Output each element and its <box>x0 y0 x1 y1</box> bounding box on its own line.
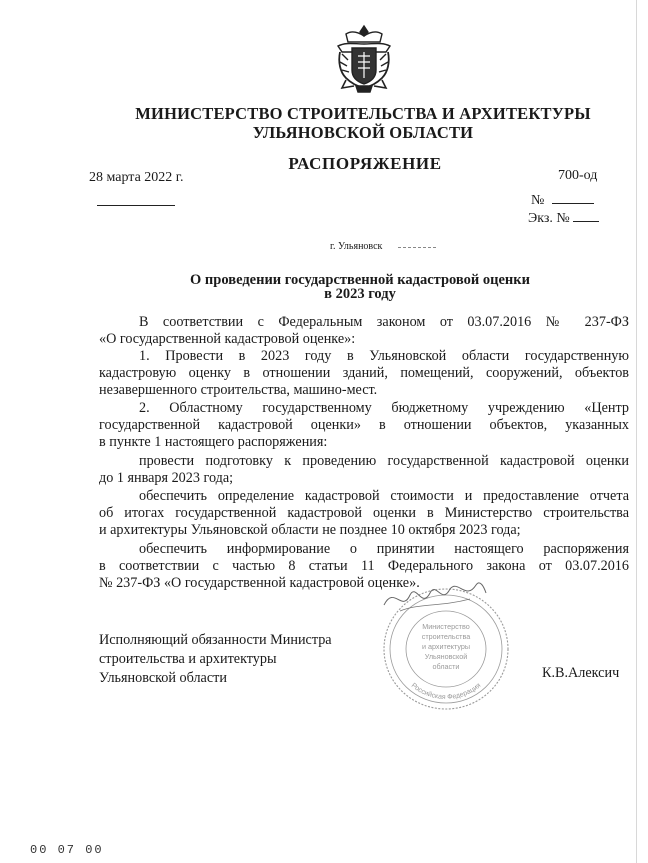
stamp-inner-line3: и архитектуры <box>421 642 471 651</box>
coat-of-arms-emblem <box>330 22 398 94</box>
body-line: «О государственной кадастровой оценке»: <box>99 331 356 347</box>
signatory-title-line2: строительства и архитектуры <box>99 651 277 667</box>
city-dash-line <box>398 247 436 248</box>
subject-line1: О проведении государственной кадастровой оценки <box>190 272 530 288</box>
body-line: в пункте 1 настоящего распоряжения: <box>99 434 328 450</box>
body-line: провести подготовку к проведению государственной кадастровой оценки <box>139 453 629 469</box>
stamp-inner-line1: Министерство <box>422 622 470 631</box>
stamp-inner-line2: строительства <box>421 632 471 641</box>
body-line: государственной кадастровой оценки» в отношении объектов, указанных <box>99 417 629 433</box>
body-line: незавершенного строительства, машино-мест. <box>99 382 378 398</box>
registration-number-blank <box>552 191 594 204</box>
document-number: 700-од <box>558 168 598 183</box>
signatory-title <box>99 631 332 688</box>
body-line: кадастровую оценку в отношении зданий, помещений, сооружений, объектов <box>99 365 629 381</box>
copy-number-label: Экз. № <box>528 211 570 226</box>
body-line: 2. Областному государственному бюджетному учреждению «Центр <box>139 400 629 416</box>
body-line: В соответствии с Федеральным законом от 03.07.2016 № 237-ФЗ <box>139 314 629 330</box>
body-line: до 1 января 2023 года; <box>99 470 234 486</box>
stamp-inner-line5: области <box>432 662 460 671</box>
handwritten-signature <box>380 575 490 625</box>
body-line: и архитектуры Ульяновской области не позднее 10 октября 2023 года; <box>99 522 521 538</box>
document-title: РАСПОРЯЖЕНИЕ <box>288 154 442 173</box>
city: г. Ульяновск <box>330 241 383 252</box>
ministry-name-line1: МИНИСТЕРСТВО СТРОИТЕЛЬСТВА И АРХИТЕКТУРЫ <box>135 104 591 123</box>
footer-code: 00 07 00 <box>30 843 104 857</box>
copy-number-field <box>528 209 599 227</box>
subject-line2: в 2023 году <box>324 286 396 302</box>
body-line: 1. Провести в 2023 году в Ульяновской области государственную <box>139 348 629 364</box>
body-line: обеспечить информирование о принятии настоящего распоряжения <box>139 541 629 557</box>
stamp-ring-text <box>410 682 483 701</box>
signatory-title-line1: Исполняющий обязанности Министра <box>99 632 332 648</box>
body-line: об итогах государственной кадастровой оценки в Министерство строительства <box>99 505 629 521</box>
registration-number-label: № <box>531 193 545 208</box>
body-line: № 237-ФЗ «О государственной кадастровой оценке». <box>99 575 420 591</box>
document-date: 28 марта 2022 г. <box>89 170 184 185</box>
body-line: в соответствии с частью 8 статьи 11 Федерального закона от 03.07.2016 <box>99 558 629 574</box>
stamp-inner-line4: Ульяновской <box>424 652 468 661</box>
registration-number-field <box>531 191 594 209</box>
signatory-name: К.В.Алексич <box>542 665 620 681</box>
ministry-name-line2: УЛЬЯНОВСКОЙ ОБЛАСТИ <box>252 123 474 142</box>
signatory-title-line3: Ульяновской области <box>99 670 227 686</box>
blank-line <box>97 205 175 206</box>
copy-number-blank <box>573 209 599 222</box>
body-line: обеспечить определение кадастровой стоимости и предоставление отчета <box>139 488 629 504</box>
stamp-ring-bottom: Российская Федерация <box>409 682 483 702</box>
